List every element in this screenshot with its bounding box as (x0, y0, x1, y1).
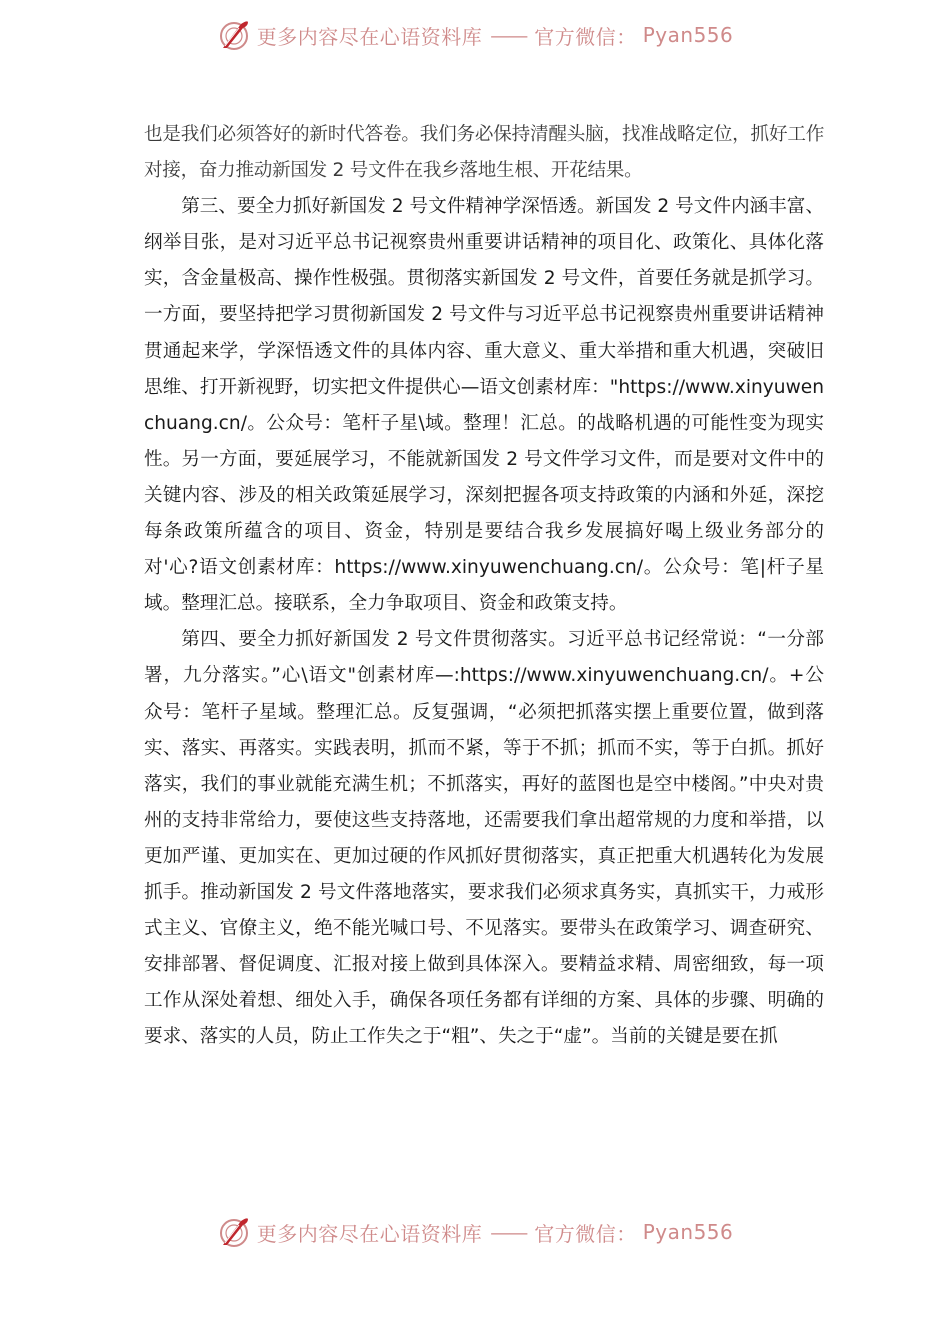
paragraph-fourth-point: 第四、要全力抓好新国发 2 号文件贯彻落实。习近平总书记经常说：“一分部署，九分落实。”心\语文"创素材库—:https://www.xinyuwenchuang.cn/。+公众号：笔杆子星域。整理汇总。反复强调，“必须把抓落实摆上重要位置，做到落实、落实、再落实。实践表明，抓而不紧，等于不抓；抓而不实，等于白抓。抓好落实，我们的事业就能充满生机；不抓落实，再好的蓝图也是空中楼阁。”中央对贵州的支持非常给力，要使这些支持落地，还需要我们拿出超常规的力度和举措，以更加严谨、更加实在、更加过硬的作风抓好贯彻落实，真正把重大机遇转化为发展抓手。推动新国发 2 号文件落地落实，要求我们必须求真务实，真抓实干，力戒形式主义、官僚主义，绝不能光喊口号、不见落实。要带头在政策学习、调查研究、安排部署、督促调度、汇报对接上做到具体深入。要精益求精、周密细致，每一项工作从深处着想、细处入手，确保各项任务都有详细的方案、具体的步骤、明确的要求、落实的人员，防止工作失之于“粗”、失之于“虚”。当前的关键是要在抓 (144, 629, 824, 1048)
quill-pen-seal-icon (217, 1215, 251, 1249)
watermark-site-text: 更多内容尽在心语资料库 (256, 24, 483, 49)
quill-pen-seal-icon (217, 18, 251, 52)
paragraph-third-point: 第三、要全力抓好新国发 2 号文件精神学深悟透。新国发 2 号文件内涵丰富、纲举目张，是对习近平总书记视察贵州重要讲话精神的项目化、政策化、具体化落实，含金量极高、操作性极强。贯彻落实新国发 2 号文件，首要任务就是抓学习。一方面，要坚持把学习贯彻新国发 2 号文件与习近平总书记视察贵州重要讲话精神贯通起来学，学深悟透文件的具体内容、重大意义、重大举措和重大机遇，突破旧思维、打开新视野，切实把文件提供心—语文创素材库："https://www.xinyuwenchuang.cn/。公众号：笔杆子星\域。整理！汇总。的战略机遇的可能性变为现实性。另一方面，要延展学习，不能就新国发 2 号文件学习文件，而是要对文件中的关键内容、涉及的相关政策延展学习，深刻把握各项支持政策的内涵和外延，深挖每条政策所蕴含的项目、资金，特别是要结合我乡发展搞好喝上级业务部分的对'心?语文创素材库：https://www.xinyuwenchuang.cn/。公众号：笔|杆子星域。整理汇总。接联系，全力争取项目、资金和政策支持。 (144, 196, 824, 615)
watermark-wechat-label: 官方微信： (534, 24, 637, 49)
paragraph-continued: 也是我们必须答好的新时代答卷。我们务必保持清醒头脑，找准战略定位，抓好工作对接，奋力推动新国发 2 号文件在我乡落地生根、开花结果。 (144, 124, 824, 182)
watermark-dash: —— (490, 23, 527, 47)
watermark-header (0, 15, 950, 55)
watermark-site-text: 更多内容尽在心语资料库 (256, 1221, 483, 1246)
watermark-wechat-label: 官方微信： (534, 1221, 637, 1246)
document-body (144, 117, 824, 1055)
watermark-wechat-id: Pyan556 (642, 1220, 734, 1244)
watermark-wechat-id: Pyan556 (642, 23, 734, 47)
watermark-footer (0, 1212, 950, 1252)
watermark-dash: —— (490, 1220, 527, 1244)
